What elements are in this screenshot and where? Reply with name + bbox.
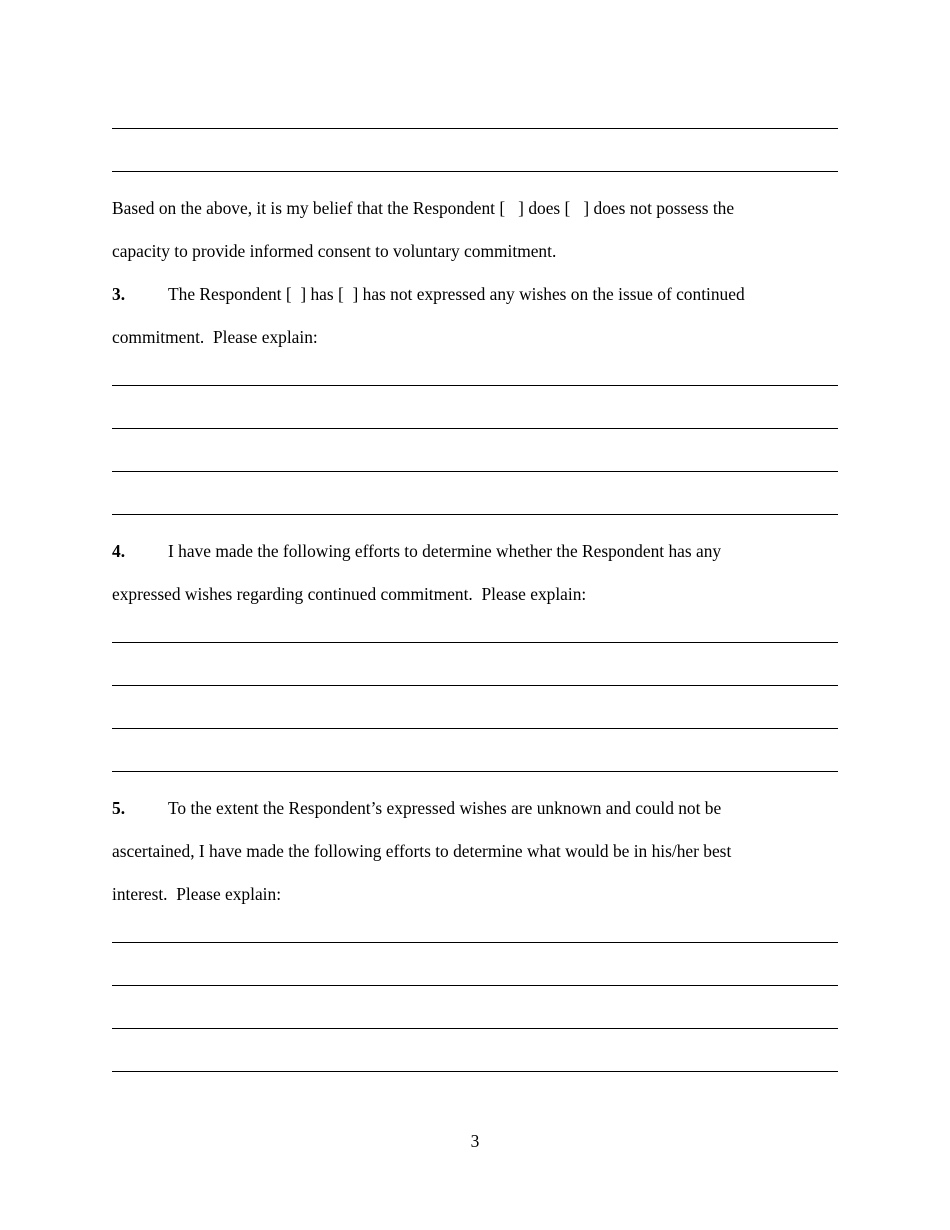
answer-line[interactable] (112, 128, 838, 129)
answer-line[interactable] (112, 685, 838, 686)
section-5-line-3: interest. Please explain: (112, 884, 282, 904)
answer-line[interactable] (112, 642, 838, 643)
answer-line[interactable] (112, 1028, 838, 1029)
section-4-number: 4. (112, 541, 126, 561)
answer-line[interactable] (112, 171, 838, 172)
section-4-line-1: I have made the following efforts to determine whether the Respondent has any (168, 541, 722, 561)
answer-line[interactable] (112, 728, 838, 729)
section-3-line-1: The Respondent [ ] has [ ] has not expressed any wishes on the issue of continued (168, 284, 745, 304)
section-4-line-2: expressed wishes regarding continued commitment. Please explain: (112, 584, 587, 604)
belief-statement-line-1: Based on the above, it is my belief that the Respondent [ ] does [ ] does not possess the (112, 198, 735, 218)
answer-line[interactable] (112, 985, 838, 986)
page-number: 3 (470, 1131, 480, 1151)
answer-line[interactable] (112, 942, 838, 943)
section-3-number: 3. (112, 284, 126, 304)
section-3-line-2: commitment. Please explain: (112, 327, 318, 347)
answer-line[interactable] (112, 1071, 838, 1072)
answer-line[interactable] (112, 385, 838, 386)
belief-statement-line-2: capacity to provide informed consent to voluntary commitment. (112, 241, 557, 261)
answer-line[interactable] (112, 471, 838, 472)
answer-line[interactable] (112, 514, 838, 515)
section-5-line-1: To the extent the Respondent’s expressed wishes are unknown and could not be (168, 798, 722, 818)
section-5-line-2: ascertained, I have made the following efforts to determine what would be in his/her best (112, 841, 732, 861)
answer-line[interactable] (112, 771, 838, 772)
answer-line[interactable] (112, 428, 838, 429)
section-5-number: 5. (112, 798, 126, 818)
